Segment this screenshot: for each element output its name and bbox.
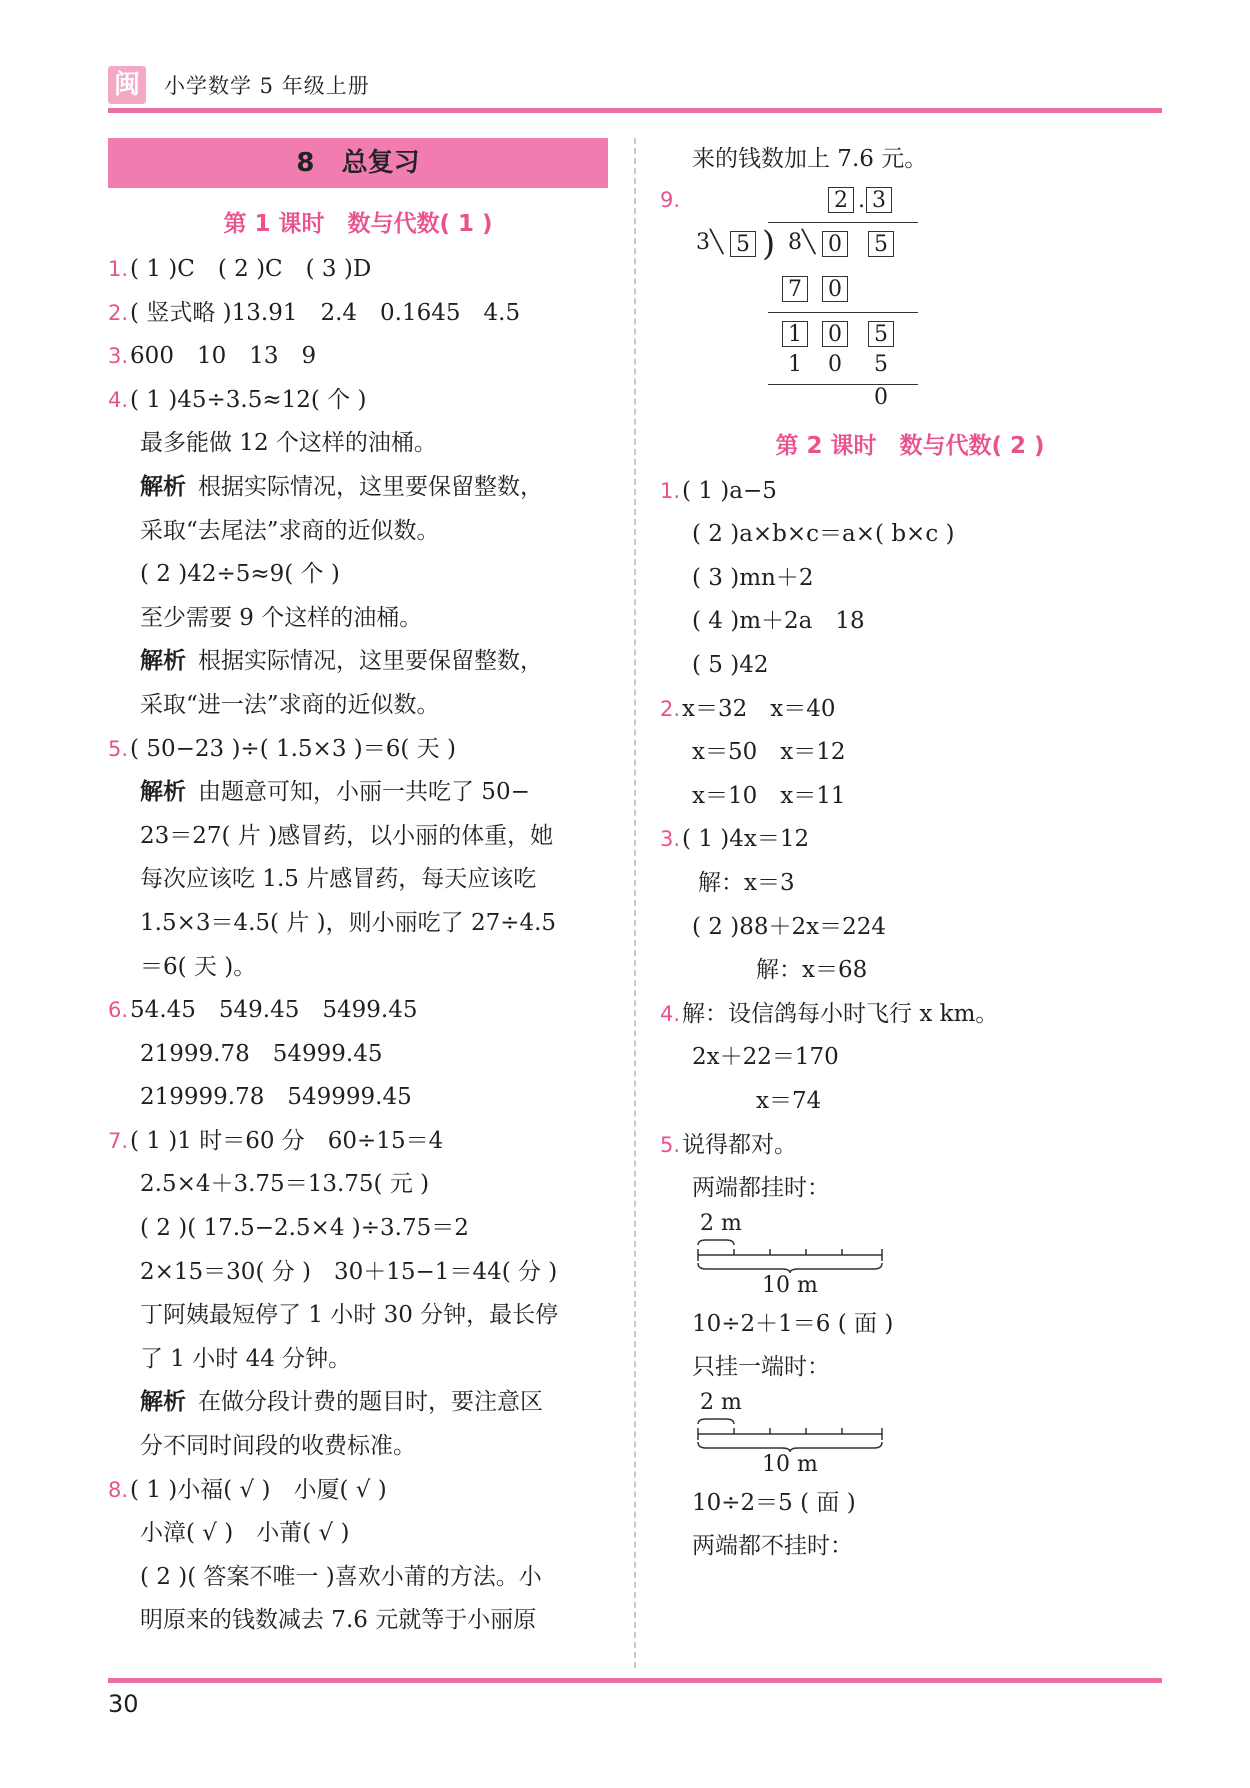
remainder-digit: 1	[782, 321, 808, 347]
cross-out-mark: ╲	[802, 229, 816, 255]
answer-line: 丁阿姨最短停了 1 小时 30 分钟，最长停	[140, 1302, 559, 1329]
decimal-point: .	[858, 187, 865, 213]
answer-line: 5.说得都对。	[660, 1131, 798, 1158]
total-length-label: 10 m	[762, 1272, 818, 1298]
spacing-label: 2 m	[700, 1389, 742, 1415]
answer-line: 解：x＝3	[698, 869, 795, 896]
answer-line: 最多能做 12 个这样的油桶。	[140, 430, 437, 457]
analysis-line: 采取“去尾法”求商的近似数。	[140, 517, 440, 544]
answer-line: 7.( 1 )1 时＝60 分 60÷15＝4	[108, 1127, 444, 1154]
answer-line: ( 2 )42÷5≈9( 个 )	[140, 561, 340, 588]
dividend-digit: 8	[788, 229, 802, 255]
tick-line-svg	[696, 1237, 886, 1273]
analysis-line: 每次应该吃 1.5 片感冒药，每天应该吃	[140, 866, 537, 893]
analysis-line: ＝6( 天 )。	[140, 953, 257, 980]
answer-line: 来的钱数加上 7.6 元。	[692, 146, 928, 172]
section-number: 8	[296, 148, 315, 178]
answer-line: 至少需要 9 个这样的油桶。	[140, 604, 423, 631]
answer-line: 2.5×4＋3.75＝13.75( 元 )	[140, 1171, 430, 1198]
right-column	[660, 138, 1160, 1569]
product-digit: 7	[782, 276, 808, 302]
answer-line: 2×15＝30( 分 ) 30＋15−1＝44( 分 )	[140, 1258, 558, 1285]
footer-rule	[108, 1678, 1162, 1683]
subtraction-rule	[768, 384, 918, 385]
page-header	[108, 62, 1162, 112]
final-remainder: 0	[874, 384, 888, 410]
answer-line: 8.( 1 )小福( √ ) 小厦( √ )	[108, 1476, 387, 1503]
answer-line: ( 2 )88＋2x＝224	[692, 913, 886, 940]
answer-line: 只挂一端时：	[692, 1354, 830, 1381]
answer-line: 4.( 1 )45÷3.5≈12( 个 )	[108, 386, 367, 413]
column-divider	[634, 138, 636, 1668]
answer-line: ( 2 )( 17.5−2.5×4 )÷3.75＝2	[140, 1215, 469, 1242]
analysis-line: 分不同时间段的收费标准。	[140, 1433, 416, 1460]
answer-line: 3.( 1 )4x＝12	[660, 826, 810, 853]
answer-line: ( 2 )( 答案不唯一 )喜欢小莆的方法。小	[140, 1563, 542, 1590]
answer-line: 小漳( √ ) 小莆( √ )	[140, 1520, 350, 1547]
product-digit: 0	[828, 351, 842, 377]
answer-line: ( 5 )42	[692, 651, 769, 678]
publisher-logo: 闽	[108, 66, 146, 104]
remainder-digit: 0	[822, 321, 848, 347]
analysis-line: 解析 根据实际情况，这里要保留整数，	[140, 648, 543, 675]
analysis-line: 23＝27( 片 )感冒药，以小丽的体重，她	[140, 822, 554, 849]
answer-line: ( 4 )m＋2a 18	[692, 608, 865, 635]
answer-line: 2x＋22＝170	[692, 1044, 839, 1071]
answer-line: x＝74	[756, 1087, 822, 1114]
dividend-digit: 5	[868, 231, 894, 257]
remainder-digit: 5	[868, 321, 894, 347]
answer-line: 了 1 小时 44 分钟。	[140, 1345, 352, 1372]
section-banner	[108, 138, 608, 188]
book-title: 小学数学 5 年级上册	[164, 74, 370, 98]
answer-line: 5.( 50−23 )÷( 1.5×3 )＝6( 天 )	[108, 735, 456, 762]
total-length-label: 10 m	[762, 1451, 818, 1477]
answer-line: 10÷2＋1＝6 ( 面 )	[692, 1310, 894, 1337]
answer-line: 6.54.45 549.45 5499.45	[108, 997, 418, 1024]
division-bar	[768, 222, 918, 223]
cross-out-mark: ╲	[710, 229, 724, 255]
answer-line: 解：x＝68	[756, 957, 868, 984]
question-number: 9.	[660, 187, 681, 212]
analysis-line: 解析 根据实际情况，这里要保留整数，	[140, 473, 543, 500]
header-rule	[108, 108, 1162, 113]
spacing-label: 2 m	[700, 1210, 742, 1236]
analysis-line: 1.5×3＝4.5( 片 )，则小丽吃了 27÷4.5	[140, 909, 557, 936]
subtraction-rule	[768, 312, 918, 313]
page-number: 30	[108, 1690, 139, 1718]
analysis-line: 解析 在做分段计费的题目时，要注意区	[140, 1389, 543, 1416]
analysis-line: 解析 由题意可知，小丽一共吃了 50−	[140, 779, 530, 806]
division-bracket: )	[762, 223, 776, 264]
tree-spacing-diagram-both-ends	[660, 1211, 1160, 1303]
section-title: 总复习	[341, 148, 420, 178]
product-digit: 1	[788, 351, 802, 377]
answer-line: x＝10 x＝11	[692, 782, 846, 809]
answer-line: 两端都挂时：	[692, 1175, 830, 1202]
lesson-title-1: 第 1 课时 数与代数( 1 )	[223, 211, 493, 237]
answer-line: ( 3 )mn＋2	[692, 564, 814, 591]
answer-line: 明原来的钱数减去 7.6 元就等于小丽原	[140, 1607, 537, 1634]
answer-line: 1.( 1 )C ( 2 )C ( 3 )D	[108, 256, 372, 282]
quotient-digit: 2	[828, 187, 854, 213]
answer-line: 4.解：设信鸽每小时飞行 x km。	[660, 1000, 999, 1027]
answer-line: 10÷2＝5 ( 面 )	[692, 1489, 856, 1516]
answer-line: x＝50 x＝12	[692, 739, 846, 766]
answer-line: 2.x＝32 x＝40	[660, 695, 836, 722]
tick-line-svg	[696, 1416, 886, 1452]
divisor-digit: 3	[696, 229, 710, 255]
left-column	[108, 138, 608, 1643]
analysis-line: 采取“进一法”求商的近似数。	[140, 691, 440, 718]
lesson-title-2: 第 2 课时 数与代数( 2 )	[775, 432, 1045, 459]
tree-spacing-diagram-one-end	[660, 1390, 1160, 1482]
answer-line: 3.600 10 13 9	[108, 343, 317, 370]
answer-line: 两端都不挂时：	[692, 1533, 853, 1560]
product-digit: 0	[822, 276, 848, 302]
answer-line: 2.( 竖式略 )13.91 2.4 0.1645 4.5	[108, 299, 521, 326]
divisor-digit: 5	[730, 231, 756, 257]
answer-line: 21999.78 54999.45	[140, 1040, 383, 1067]
quotient-digit: 3	[866, 187, 892, 213]
answer-line: 219999.78 549999.45	[140, 1084, 412, 1111]
product-digit: 5	[874, 351, 888, 377]
answer-line: ( 2 )a×b×c＝a×( b×c )	[692, 521, 955, 548]
answer-line: 1.( 1 )a−5	[660, 477, 777, 504]
long-division-diagram	[660, 182, 1160, 422]
dividend-digit: 0	[822, 231, 848, 257]
